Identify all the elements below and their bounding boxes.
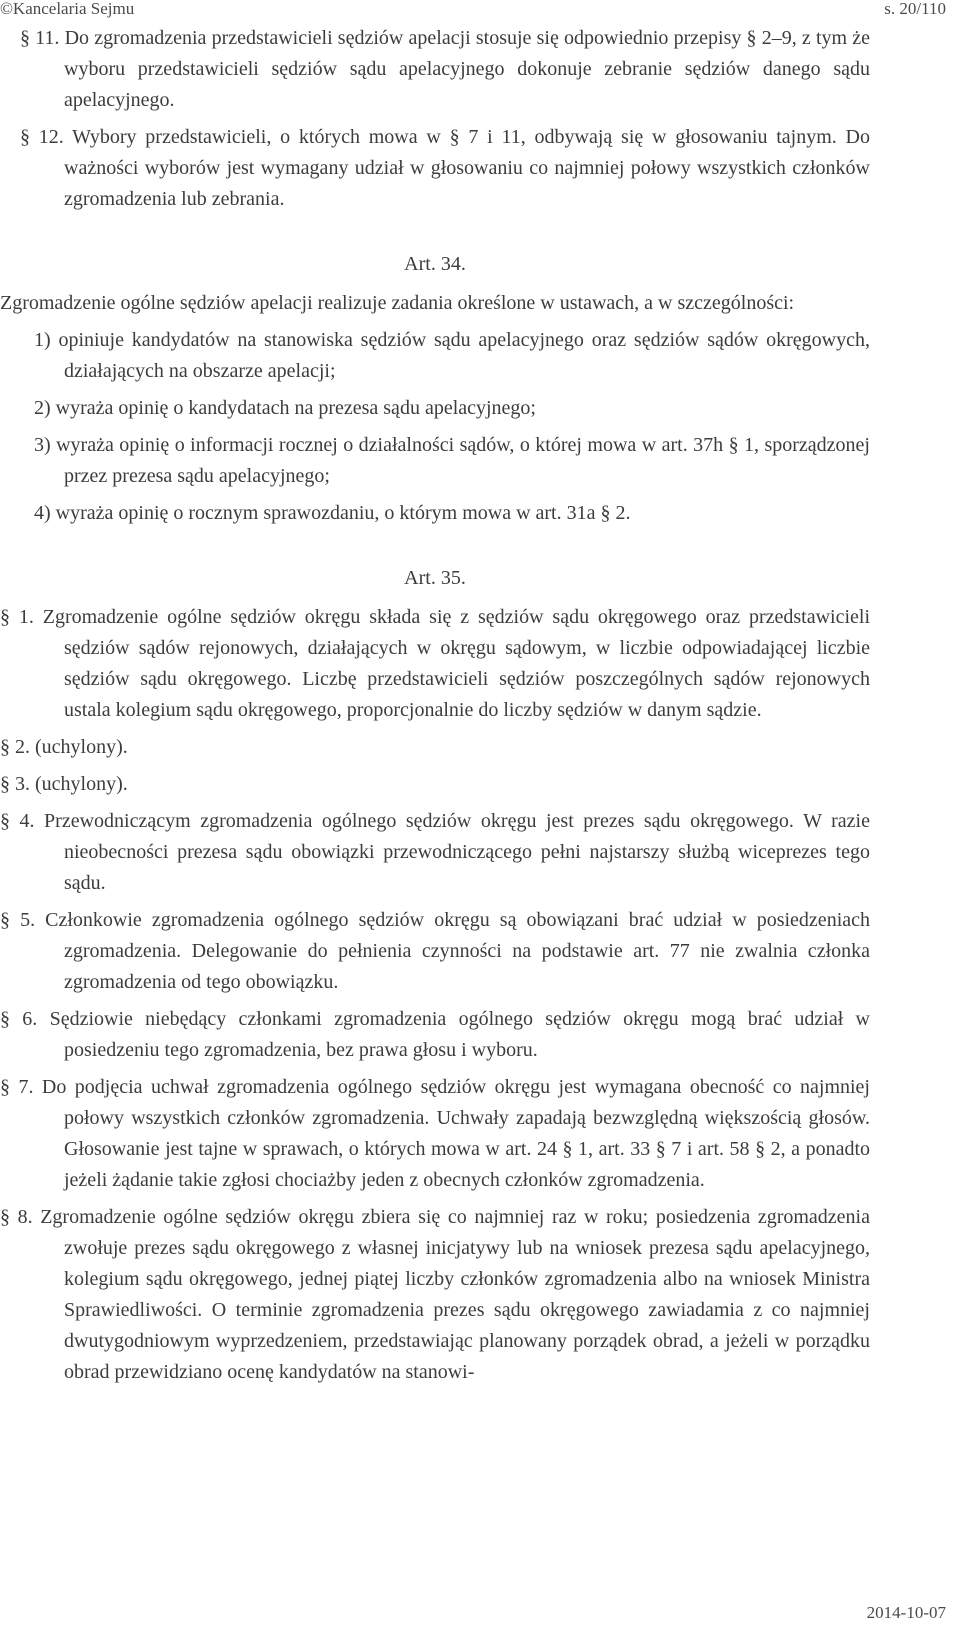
article-34-item-4: 4) wyraża opinię o rocznym sprawozdaniu, o którym mowa w art. 31a § 2. xyxy=(34,502,631,524)
article-35-section-7: § 7. Do podjęcia uchwał zgromadzenia ogólnego sędziów okręgu jest wymagana obecność co najmniej połowy wszystkich członków zgromadzenia. Uchwały zapadają bezwzględną większością głosów. Głosowanie jest tajne w sprawach, o których mowa w art. 24 § 1, art. 33 § 7 i art. 58 § 2, a ponadto jeżeli żądanie takie zgłosi chociażby jeden z obecnych członków zgromadzenia. xyxy=(0,1076,870,1191)
footer-date: 2014-10-07 xyxy=(866,1603,946,1622)
article-35-section-3: § 3. (uchylony). xyxy=(0,773,128,795)
article-34-item-3: 3) wyraża opinię o informacji rocznej o działalności sądów, o której mowa w art. 37h § 1, sporządzonej przez prezesa sądu apelacyjnego; xyxy=(34,434,870,487)
article-35-section-1: § 1. Zgromadzenie ogólne sędziów okręgu składa się z sędziów sądu okręgowego oraz przedstawicieli sędziów sądów rejonowych, działających w okręgu sądowym, w liczbie odpowiadającej liczbie sędziów sądu okręgowego. Liczbę przedstawicieli sędziów poszczególnych sądów rejonowych ustala kolegium sądu okręgowego, proporcjonalnie do liczby sędziów w danym sądzie. xyxy=(0,606,870,721)
article-34-title: Art. 34. xyxy=(404,253,466,275)
article-34-item-1: 1) opiniuje kandydatów na stanowiska sędziów sądu apelacyjnego oraz sędziów sądów okręgowych, działających na obszarze apelacji; xyxy=(34,329,870,382)
section-11: § 11. Do zgromadzenia przedstawicieli sędziów apelacji stosuje się odpowiednio przepisy § 2–9, z tym że wyboru przedstawicieli sędziów sądu apelacyjnego dokonuje zebranie sędziów danego sądu apelacyjnego. xyxy=(20,27,870,111)
article-34-intro: Zgromadzenie ogólne sędziów apelacji realizuje zadania określone w ustawach, a w szczególności: xyxy=(0,292,795,314)
article-35-section-5: § 5. Członkowie zgromadzenia ogólnego sędziów okręgu są obowiązani brać udział w posiedzeniach zgromadzenia. Delegowanie do pełnienia czynności na podstawie art. 77 nie zwalnia członka zgromadzenia od tego obowiązku. xyxy=(0,909,870,993)
section-12: § 12. Wybory przedstawicieli, o których mowa w § 7 i 11, odbywają się w głosowaniu tajnym. Do ważności wyborów jest wymagany udział w głosowaniu co najmniej połowy wszystkich członków zgromadzenia lub zebrania. xyxy=(20,126,870,210)
article-35-section-4: § 4. Przewodniczącym zgromadzenia ogólnego sędziów okręgu jest prezes sądu okręgowego. W razie nieobecności prezesa sądu obowiązki przewodniczącego pełni najstarszy służbą wiceprezes tego sądu. xyxy=(0,810,870,894)
document-body xyxy=(0,23,870,1394)
article-34-item-2: 2) wyraża opinię o kandydatach na prezesa sądu apelacyjnego; xyxy=(34,397,536,419)
article-35-section-2: § 2. (uchylony). xyxy=(0,736,128,758)
article-35-section-8: § 8. Zgromadzenie ogólne sędziów okręgu zbiera się co najmniej raz w roku; posiedzenia zgromadzenia zwołuje prezes sądu okręgowego z własnej inicjatywy lub na wniosek prezesa sądu apelacyjnego, kolegium sądu okręgowego, jednej piątej liczby członków zgromadzenia albo na wniosek Ministra Sprawiedliwości. O terminie zgromadzenia prezes sądu okręgowego zawiadamia z co najmniej dwutygodniowym wyprzedzeniem, przedstawiając planowany porządek obrad, a jeżeli w porządku obrad przewidziano ocenę kandydatów na stanowi- xyxy=(0,1206,870,1383)
article-35-section-6: § 6. Sędziowie niebędący członkami zgromadzenia ogólnego sędziów okręgu mogą brać udział w posiedzeniu tego zgromadzenia, bez prawa głosu i wyboru. xyxy=(0,1008,870,1061)
header-copyright: ©Kancelaria Sejmu xyxy=(0,0,135,18)
page-number: s. 20/110 xyxy=(884,0,946,18)
article-35-title: Art. 35. xyxy=(404,567,466,589)
